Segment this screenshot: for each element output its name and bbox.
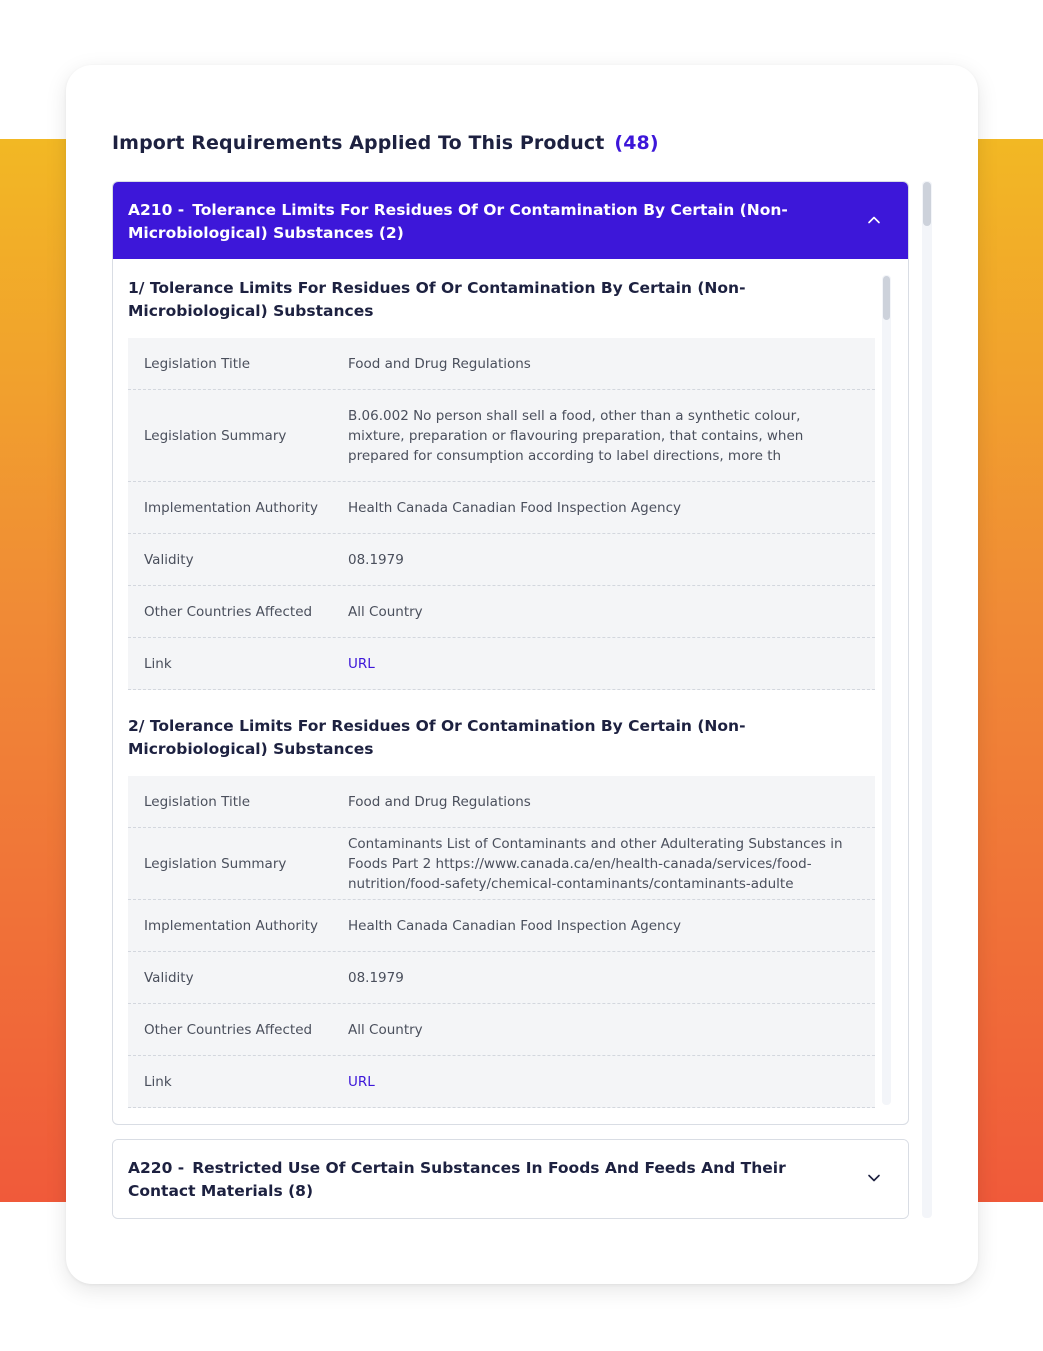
row-value: 08.1979 <box>348 969 404 986</box>
row-value: 08.1979 <box>348 551 404 568</box>
accordion-a210 <box>112 181 909 1125</box>
url-link[interactable]: URL <box>348 1073 375 1090</box>
row-label: Validity <box>144 551 194 568</box>
row-value: Health Canada Canadian Food Inspection Agency <box>348 917 682 934</box>
row-value: Contaminants List of Contaminants and other Adulterating Substances in Foods Part 2 https://www.canada.ca/en/health-canada/services/food-nutrition/food-safety/chemical-contaminants/contaminants-adulte <box>348 835 843 892</box>
row-label: Implementation Authority <box>144 499 318 516</box>
section-title: 2/ Tolerance Limits For Residues Of Or Contamination By Certain (Non-Microbiological) Substances <box>128 717 746 758</box>
table-row <box>128 1056 875 1108</box>
accordion-header-a210[interactable] <box>113 182 908 259</box>
row-label: Other Countries Affected <box>144 603 313 620</box>
row-label: Legislation Summary <box>144 427 287 444</box>
row-label: Legislation Title <box>144 793 251 810</box>
accordion-code: A210 - <box>128 201 185 219</box>
row-label: Legislation Summary <box>144 855 287 872</box>
inner-scrollbar-track[interactable] <box>882 275 891 1105</box>
accordion-title: Tolerance Limits For Residues Of Or Contamination By Certain (Non-Microbiological) Substances (2) <box>128 201 788 242</box>
outer-scrollbar-track[interactable] <box>922 181 932 1218</box>
table-row <box>128 952 875 1004</box>
accordion-body-a210 <box>113 259 908 1124</box>
table-row <box>128 638 875 690</box>
table-row <box>128 534 875 586</box>
table-row <box>128 900 875 952</box>
chevron-down-icon[interactable] <box>866 1170 882 1186</box>
row-value: Health Canada Canadian Food Inspection Agency <box>348 499 682 516</box>
table-row <box>128 338 875 390</box>
table-row <box>128 828 875 900</box>
row-value: Food and Drug Regulations <box>348 793 531 810</box>
url-link[interactable]: URL <box>348 655 375 672</box>
table-row <box>128 776 875 828</box>
row-label: Other Countries Affected <box>144 1021 313 1038</box>
row-label: Implementation Authority <box>144 917 318 934</box>
row-label: Validity <box>144 969 194 986</box>
page-title <box>112 132 659 154</box>
inner-scrollbar-thumb[interactable] <box>883 276 890 320</box>
page-title-text: Import Requirements Applied To This Product <box>112 132 605 154</box>
row-value: Food and Drug Regulations <box>348 355 531 372</box>
row-value: B.06.002 No person shall sell a food, other than a synthetic colour, mixture, preparation or flavouring preparation, that contains, when prepared for consumption according to label directions, more th <box>348 407 804 464</box>
outer-scrollbar-thumb[interactable] <box>923 182 931 226</box>
chevron-up-icon[interactable] <box>866 212 882 228</box>
table-row <box>128 586 875 638</box>
table-row <box>128 390 875 482</box>
row-value: All Country <box>348 603 423 620</box>
details-table <box>128 776 875 1108</box>
accordion-header-a220[interactable] <box>113 1140 908 1218</box>
section-title: 1/ Tolerance Limits For Residues Of Or Contamination By Certain (Non-Microbiological) Substances <box>128 279 746 320</box>
accordion-title: Restricted Use Of Certain Substances In Foods And Feeds And Their Contact Materials (8) <box>128 1159 786 1200</box>
row-label: Legislation Title <box>144 355 251 372</box>
row-value: All Country <box>348 1021 423 1038</box>
requirements-count: (48) <box>614 132 659 154</box>
details-table <box>128 338 875 690</box>
table-row <box>128 1004 875 1056</box>
accordion-a220 <box>112 1139 909 1219</box>
table-row <box>128 482 875 534</box>
row-label: Link <box>144 1073 172 1090</box>
accordion-code: A220 - <box>128 1159 185 1177</box>
row-label: Link <box>144 655 172 672</box>
requirements-card <box>66 65 978 1284</box>
